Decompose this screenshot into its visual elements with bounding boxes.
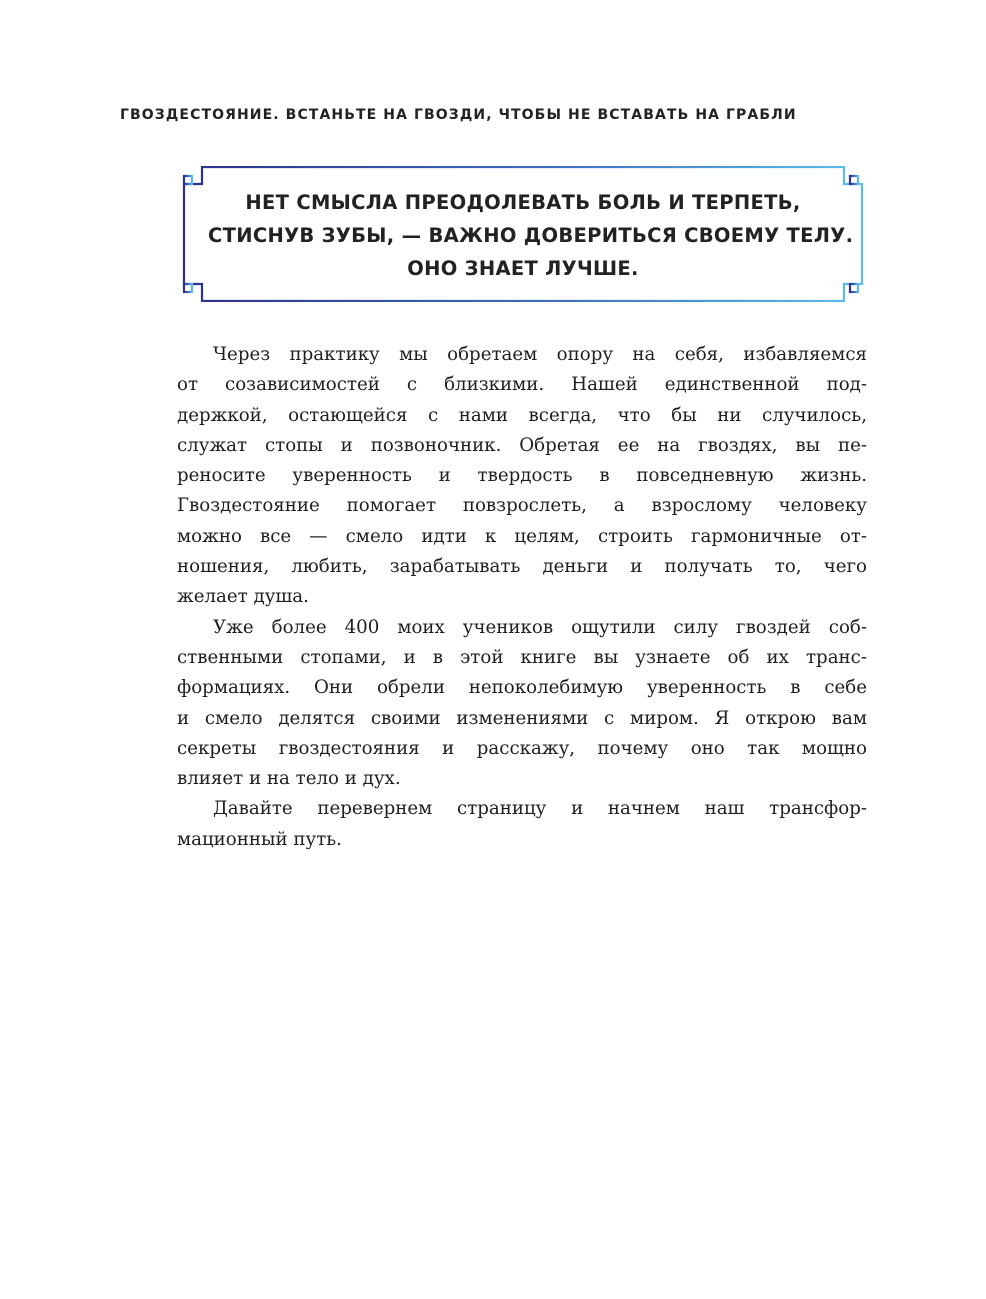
pull-quote [208,186,854,285]
text-line: формациях. Они обрели непоколебимую уверенность в себе [177,677,867,699]
running-head: ГВОЗДЕСТОЯНИЕ. ВСТАНЬТЕ НА ГВОЗДИ, ЧТОБЫ НЕ ВСТАВАТЬ НА ГРАБЛИ [120,107,797,123]
paragraph-2 [177,613,867,795]
text-line: секреты гвоздестояния и расскажу, почему оно так мощно [177,737,867,759]
text-line: ственными стопами, и в этой книге вы узнаете об их транс- [177,646,867,668]
text-line: и смело делятся своими изменениями с миром. Я открою вам [177,707,867,729]
quote-line: СТИСНУВ ЗУБЫ, — ВАЖНО ДОВЕРИТЬСЯ СВОЕМУ ТЕЛУ. [208,224,854,247]
paragraph-3 [177,794,867,855]
text-line: держкой, остающейся с нами всегда, что бы ни случилось, [177,404,867,426]
text-line: ношения, любить, зарабатывать деньги и получать то, чего [177,556,867,578]
body-text [177,340,867,855]
text-line: можно все — смело идти к целям, строить гармоничные от- [177,525,867,547]
text-line: Уже более 400 моих учеников ощутили силу гвоздей соб- [213,616,867,638]
quote-line: ОНО ЗНАЕТ ЛУЧШЕ. [407,257,639,280]
text-line: реносите уверенность и твердость в повседневную жизнь. [177,465,867,487]
text-line: Давайте перевернем страницу и начнем наш трансфор- [213,798,867,820]
text-line: желает душа. [177,586,309,608]
text-line: мационный путь. [177,828,342,850]
text-line: Через практику мы обретаем опору на себя, избавляемся [213,344,867,365]
text-line: влияет и на тело и дух. [177,768,401,790]
quote-line: НЕТ СМЫСЛА ПРЕОДОЛЕВАТЬ БОЛЬ И ТЕРПЕТЬ, [245,191,801,214]
text-line: служат стопы и позвоночник. Обретая ее на гвоздях, вы пе- [177,434,867,456]
text-line: Гвоздестояние помогает повзрослеть, а взрослому человеку [177,495,867,517]
paragraph-1 [177,340,867,613]
quote-box [178,166,868,302]
text-line: от созависимостей с близкими. Нашей единственной под- [177,374,867,396]
